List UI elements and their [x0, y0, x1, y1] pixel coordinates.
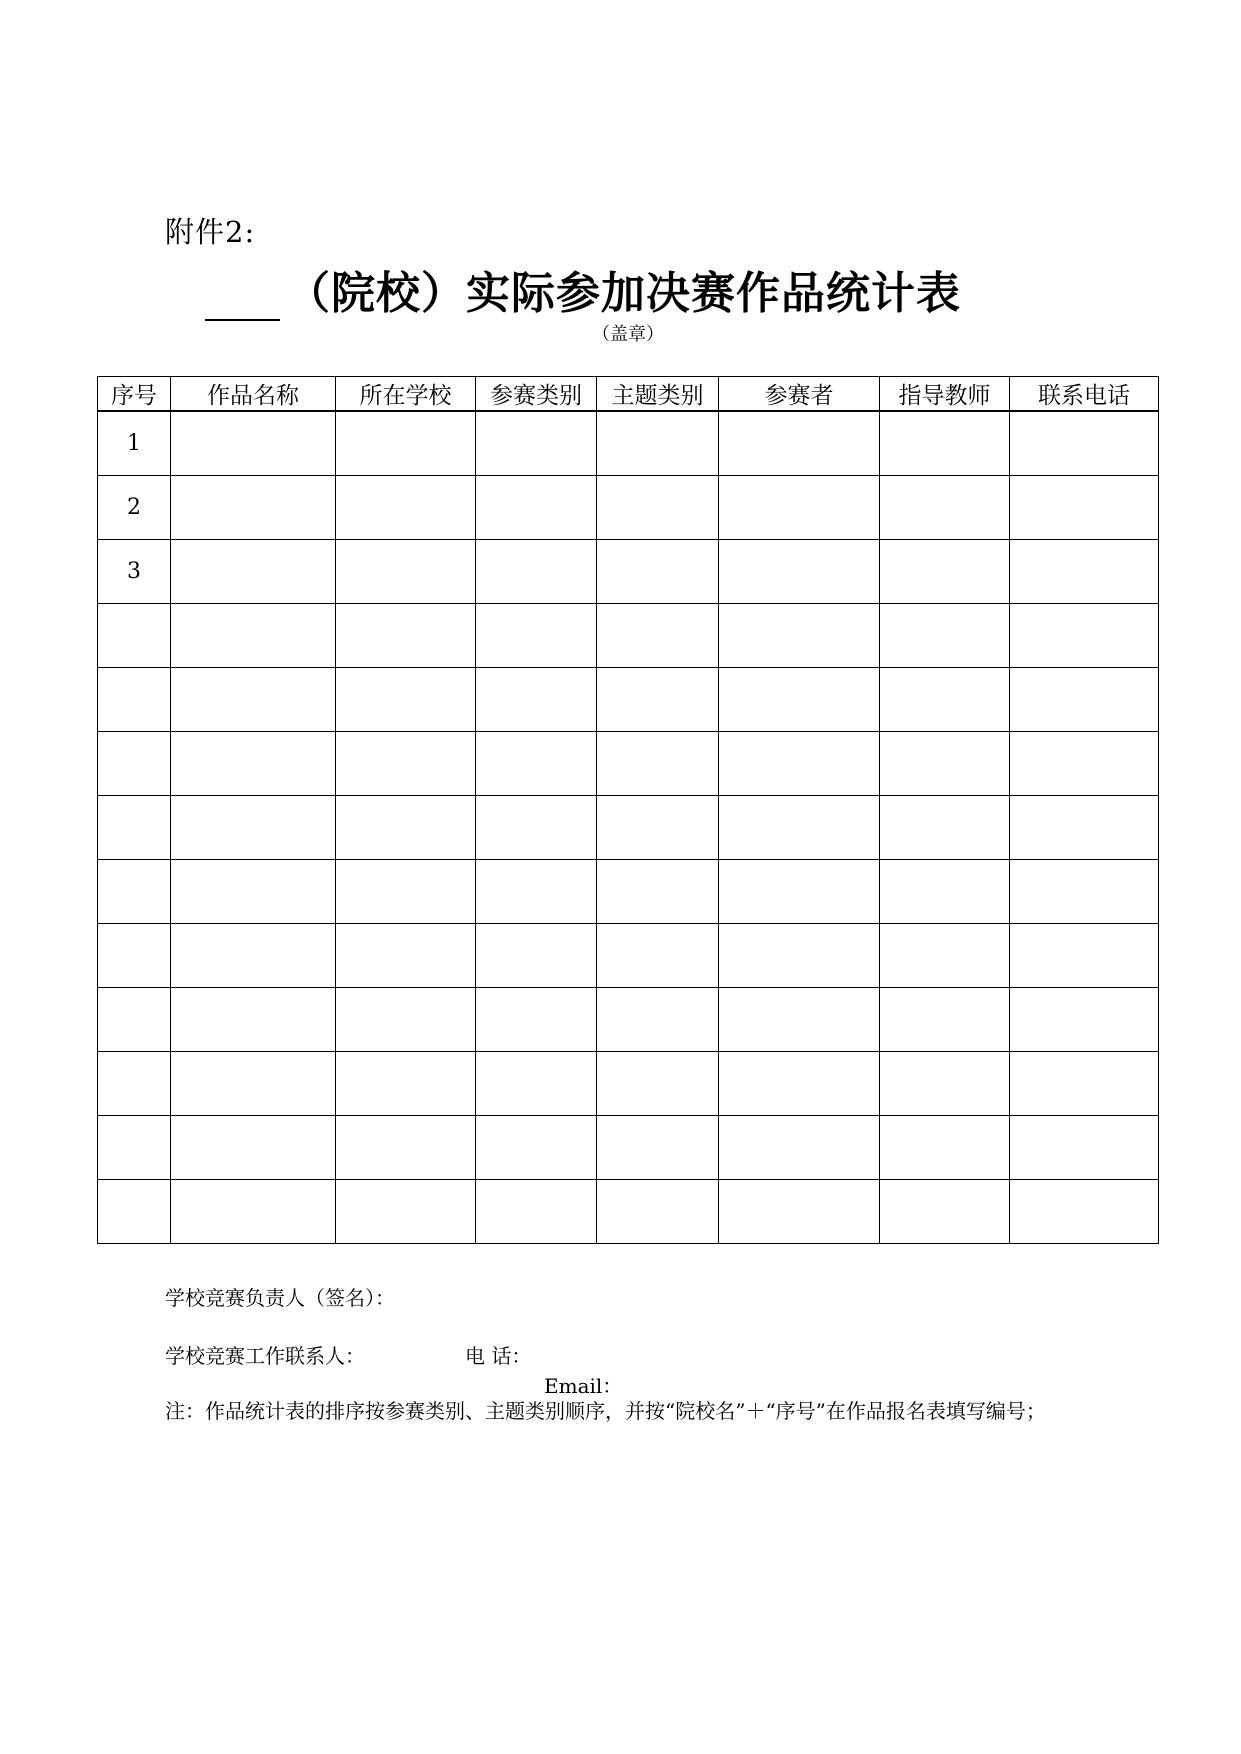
table-cell — [880, 476, 1010, 540]
table-cell — [880, 604, 1010, 668]
table-row — [98, 1116, 1159, 1180]
table-cell — [719, 476, 880, 540]
table-cell — [98, 924, 171, 988]
table-cell — [98, 732, 171, 796]
table-cell — [476, 604, 597, 668]
table-cell — [171, 860, 336, 924]
table-cell — [336, 604, 476, 668]
table-cell — [476, 668, 597, 732]
table-cell — [476, 1180, 597, 1244]
table-cell — [597, 796, 719, 860]
table-cell — [171, 476, 336, 540]
table-cell — [597, 411, 719, 476]
table-cell — [1010, 924, 1159, 988]
table-cell — [1010, 796, 1159, 860]
table-cell — [719, 988, 880, 1052]
table-cell — [98, 1116, 171, 1180]
table-row — [98, 988, 1159, 1052]
table-cell — [880, 924, 1010, 988]
table-cell — [476, 860, 597, 924]
page-title — [205, 257, 961, 321]
table-row — [98, 476, 1159, 540]
header-participants: 参赛者 — [719, 377, 880, 412]
table-row — [98, 860, 1159, 924]
table-cell — [597, 476, 719, 540]
table-cell — [719, 732, 880, 796]
footnote: 注：作品统计表的排序按参赛类别、主题类别顺序，并按“院校名”＋“序号”在作品报名表填写编号； — [165, 1399, 1046, 1423]
contact-person-label: 学校竞赛工作联系人： — [165, 1344, 365, 1368]
table-cell — [336, 540, 476, 604]
table-cell — [336, 1180, 476, 1244]
table-row — [98, 668, 1159, 732]
table-cell — [1010, 411, 1159, 476]
table-row — [98, 1180, 1159, 1244]
table-cell — [98, 604, 171, 668]
table-cell — [476, 732, 597, 796]
table-cell — [719, 796, 880, 860]
table-cell — [1010, 540, 1159, 604]
table-cell — [597, 860, 719, 924]
table-cell: 1 — [98, 411, 171, 476]
table-cell — [98, 988, 171, 1052]
table-cell — [171, 1052, 336, 1116]
table-cell — [597, 924, 719, 988]
table-cell — [597, 732, 719, 796]
table-row — [98, 796, 1159, 860]
table-cell — [880, 668, 1010, 732]
header-school: 所在学校 — [336, 377, 476, 412]
table-cell — [171, 540, 336, 604]
table-cell — [719, 1180, 880, 1244]
table-cell — [171, 732, 336, 796]
table-row — [98, 732, 1159, 796]
header-advisor: 指导教师 — [880, 377, 1010, 412]
table-cell — [719, 604, 880, 668]
table-cell — [336, 411, 476, 476]
phone-label: 电 话： — [465, 1344, 532, 1368]
table-cell — [336, 668, 476, 732]
table-cell — [476, 540, 597, 604]
table-cell — [336, 1052, 476, 1116]
table-cell — [476, 924, 597, 988]
table-row — [98, 540, 1159, 604]
table-cell — [476, 1116, 597, 1180]
table-cell — [1010, 668, 1159, 732]
table-cell: 2 — [98, 476, 171, 540]
table-cell — [597, 540, 719, 604]
table-cell — [1010, 604, 1159, 668]
table-cell — [336, 860, 476, 924]
table-cell — [336, 476, 476, 540]
table-row — [98, 411, 1159, 476]
table-cell — [597, 1052, 719, 1116]
table-cell — [1010, 988, 1159, 1052]
table-cell — [719, 860, 880, 924]
table-cell — [171, 988, 336, 1052]
table-cell — [597, 988, 719, 1052]
table-cell — [719, 540, 880, 604]
header-phone: 联系电话 — [1010, 377, 1159, 412]
table-cell — [171, 1180, 336, 1244]
email-label: Email： — [544, 1374, 623, 1398]
table-cell — [476, 476, 597, 540]
table-cell — [98, 1180, 171, 1244]
table-cell — [597, 1116, 719, 1180]
table-cell — [880, 796, 1010, 860]
seal-note: （盖章） — [592, 324, 664, 345]
table-cell — [880, 860, 1010, 924]
table-cell — [336, 732, 476, 796]
table-cell — [597, 1180, 719, 1244]
table-cell — [597, 668, 719, 732]
table-cell — [1010, 476, 1159, 540]
table-cell — [476, 988, 597, 1052]
table-cell: 3 — [98, 540, 171, 604]
table-cell — [171, 1116, 336, 1180]
table-cell — [1010, 1180, 1159, 1244]
table-row — [98, 604, 1159, 668]
table-cell — [719, 668, 880, 732]
principal-signature-label: 学校竞赛负责人（签名）： — [165, 1286, 395, 1310]
header-theme-category: 主题类别 — [597, 377, 719, 412]
table-cell — [476, 796, 597, 860]
table-row — [98, 924, 1159, 988]
table-cell — [171, 924, 336, 988]
table-cell — [171, 796, 336, 860]
table-cell — [336, 924, 476, 988]
table-cell — [719, 411, 880, 476]
table-cell — [719, 1052, 880, 1116]
table-cell — [880, 1052, 1010, 1116]
table-cell — [171, 668, 336, 732]
title-text: （院校）实际参加决赛作品统计表 — [286, 268, 961, 319]
table-cell — [476, 411, 597, 476]
table-cell — [98, 860, 171, 924]
table-cell — [98, 668, 171, 732]
header-entry-category: 参赛类别 — [476, 377, 597, 412]
table-cell — [719, 924, 880, 988]
table-cell — [880, 1180, 1010, 1244]
table-cell — [336, 988, 476, 1052]
statistics-table — [97, 376, 1159, 1244]
header-work-name: 作品名称 — [171, 377, 336, 412]
table-cell — [719, 1116, 880, 1180]
table-cell — [171, 604, 336, 668]
table-cell — [1010, 1116, 1159, 1180]
table-cell — [880, 1116, 1010, 1180]
table-cell — [1010, 1052, 1159, 1116]
table-cell — [98, 1052, 171, 1116]
table-cell — [98, 796, 171, 860]
table-cell — [1010, 732, 1159, 796]
table-cell — [880, 988, 1010, 1052]
attachment-label: 附件2: — [165, 215, 256, 249]
table-cell — [336, 796, 476, 860]
table-cell — [476, 1052, 597, 1116]
table-cell — [171, 411, 336, 476]
table-row — [98, 1052, 1159, 1116]
table-cell — [880, 540, 1010, 604]
table-cell — [336, 1116, 476, 1180]
header-index: 序号 — [98, 377, 171, 412]
table-cell — [880, 411, 1010, 476]
school-name-blank — [205, 279, 280, 321]
table-header-row — [98, 377, 1159, 412]
table-cell — [597, 604, 719, 668]
table-cell — [880, 732, 1010, 796]
table-cell — [1010, 860, 1159, 924]
